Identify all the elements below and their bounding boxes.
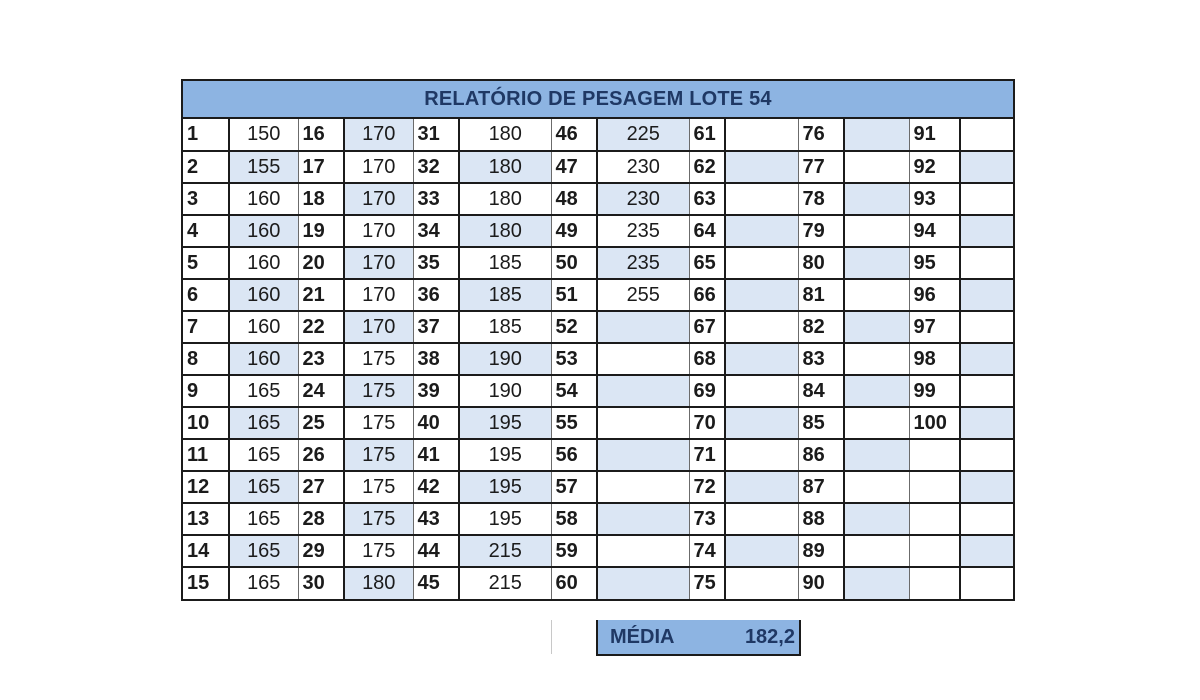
item-number-cell: 55 — [551, 407, 597, 439]
item-number-cell: 31 — [413, 119, 459, 151]
weight-value-cell: 165 — [229, 407, 298, 439]
weight-value-cell: 195 — [459, 471, 551, 503]
item-number-cell: 20 — [298, 247, 344, 279]
weight-value-cell — [597, 311, 689, 343]
item-number-cell: 23 — [298, 343, 344, 375]
item-number-cell: 68 — [689, 343, 725, 375]
weight-value-cell: 175 — [344, 471, 413, 503]
item-number-cell: 97 — [909, 311, 960, 343]
weight-value-cell — [725, 247, 798, 279]
item-number-cell: 47 — [551, 151, 597, 183]
weight-value-cell: 195 — [459, 439, 551, 471]
item-number-cell: 36 — [413, 279, 459, 311]
item-number-cell: 67 — [689, 311, 725, 343]
item-number-cell: 85 — [798, 407, 844, 439]
weight-value-cell: 175 — [344, 439, 413, 471]
item-number-cell: 74 — [689, 535, 725, 567]
weight-value-cell — [844, 471, 909, 503]
item-number-cell: 43 — [413, 503, 459, 535]
item-number-cell: 37 — [413, 311, 459, 343]
weight-value-cell: 170 — [344, 311, 413, 343]
weights-table — [183, 119, 1013, 599]
weight-value-cell: 255 — [597, 279, 689, 311]
item-number-cell: 25 — [298, 407, 344, 439]
item-number-cell: 4 — [183, 215, 229, 247]
item-number-cell: 19 — [298, 215, 344, 247]
weight-value-cell — [844, 407, 909, 439]
weight-value-cell: 165 — [229, 439, 298, 471]
item-number-cell: 27 — [298, 471, 344, 503]
item-number-cell: 86 — [798, 439, 844, 471]
weight-value-cell: 180 — [459, 183, 551, 215]
item-number-cell: 26 — [298, 439, 344, 471]
item-number-cell: 14 — [183, 535, 229, 567]
average-box — [596, 620, 801, 656]
weight-value-cell: 175 — [344, 343, 413, 375]
item-number-cell: 9 — [183, 375, 229, 407]
item-number-cell: 87 — [798, 471, 844, 503]
weight-value-cell: 185 — [459, 311, 551, 343]
weight-value-cell — [844, 503, 909, 535]
item-number-cell: 61 — [689, 119, 725, 151]
weight-value-cell — [844, 343, 909, 375]
weight-value-cell — [597, 535, 689, 567]
weight-value-cell: 225 — [597, 119, 689, 151]
item-number-cell: 63 — [689, 183, 725, 215]
item-number-cell: 54 — [551, 375, 597, 407]
item-number-cell: 32 — [413, 151, 459, 183]
item-number-cell: 78 — [798, 183, 844, 215]
item-number-cell: 41 — [413, 439, 459, 471]
weight-value-cell — [844, 215, 909, 247]
weight-value-cell — [960, 215, 1013, 247]
weight-value-cell — [960, 407, 1013, 439]
item-number-cell: 1 — [183, 119, 229, 151]
weight-value-cell: 195 — [459, 407, 551, 439]
weight-value-cell — [844, 535, 909, 567]
item-number-cell: 24 — [298, 375, 344, 407]
weight-value-cell — [960, 279, 1013, 311]
item-number-cell: 93 — [909, 183, 960, 215]
item-number-cell: 96 — [909, 279, 960, 311]
item-number-cell: 94 — [909, 215, 960, 247]
item-number-cell: 6 — [183, 279, 229, 311]
table-row — [183, 247, 1013, 279]
item-number-cell: 100 — [909, 407, 960, 439]
item-number-cell: 5 — [183, 247, 229, 279]
item-number-cell — [909, 471, 960, 503]
weight-value-cell: 170 — [344, 119, 413, 151]
weight-value-cell — [597, 343, 689, 375]
weight-value-cell: 170 — [344, 215, 413, 247]
weight-value-cell: 180 — [459, 215, 551, 247]
item-number-cell: 39 — [413, 375, 459, 407]
item-number-cell — [909, 535, 960, 567]
weight-value-cell — [844, 375, 909, 407]
weight-value-cell — [960, 311, 1013, 343]
item-number-cell: 64 — [689, 215, 725, 247]
item-number-cell: 99 — [909, 375, 960, 407]
item-number-cell: 58 — [551, 503, 597, 535]
item-number-cell: 92 — [909, 151, 960, 183]
weight-value-cell: 215 — [459, 567, 551, 599]
item-number-cell: 72 — [689, 471, 725, 503]
weight-value-cell: 160 — [229, 247, 298, 279]
item-number-cell: 69 — [689, 375, 725, 407]
item-number-cell: 75 — [689, 567, 725, 599]
item-number-cell: 16 — [298, 119, 344, 151]
table-row — [183, 215, 1013, 247]
weight-value-cell — [844, 183, 909, 215]
weight-value-cell: 215 — [459, 535, 551, 567]
weight-value-cell: 160 — [229, 215, 298, 247]
item-number-cell: 76 — [798, 119, 844, 151]
item-number-cell: 60 — [551, 567, 597, 599]
item-number-cell — [909, 503, 960, 535]
weight-value-cell — [725, 567, 798, 599]
weighing-report-sheet — [181, 79, 1015, 601]
weight-value-cell — [725, 343, 798, 375]
weight-value-cell: 185 — [459, 247, 551, 279]
item-number-cell: 62 — [689, 151, 725, 183]
weight-value-cell: 160 — [229, 183, 298, 215]
weight-value-cell — [725, 471, 798, 503]
item-number-cell: 71 — [689, 439, 725, 471]
item-number-cell: 3 — [183, 183, 229, 215]
item-number-cell: 18 — [298, 183, 344, 215]
item-number-cell: 65 — [689, 247, 725, 279]
weight-value-cell — [844, 247, 909, 279]
item-number-cell: 98 — [909, 343, 960, 375]
table-row — [183, 343, 1013, 375]
weight-value-cell — [960, 503, 1013, 535]
item-number-cell: 52 — [551, 311, 597, 343]
weight-value-cell — [725, 151, 798, 183]
weight-value-cell — [725, 407, 798, 439]
item-number-cell: 90 — [798, 567, 844, 599]
weight-value-cell: 180 — [344, 567, 413, 599]
item-number-cell: 42 — [413, 471, 459, 503]
weight-value-cell: 175 — [344, 535, 413, 567]
column-guide-line — [551, 620, 552, 654]
weight-value-cell — [844, 567, 909, 599]
weight-value-cell — [960, 375, 1013, 407]
weight-value-cell — [960, 535, 1013, 567]
item-number-cell: 95 — [909, 247, 960, 279]
weight-value-cell — [725, 311, 798, 343]
weight-value-cell: 160 — [229, 279, 298, 311]
item-number-cell: 50 — [551, 247, 597, 279]
weight-value-cell — [725, 535, 798, 567]
item-number-cell: 53 — [551, 343, 597, 375]
weight-value-cell: 185 — [459, 279, 551, 311]
item-number-cell: 89 — [798, 535, 844, 567]
weight-value-cell: 195 — [459, 503, 551, 535]
weight-value-cell: 165 — [229, 503, 298, 535]
item-number-cell: 79 — [798, 215, 844, 247]
item-number-cell: 29 — [298, 535, 344, 567]
average-value: 182,2 — [744, 625, 795, 648]
weight-value-cell: 180 — [459, 119, 551, 151]
weight-value-cell: 235 — [597, 247, 689, 279]
item-number-cell: 56 — [551, 439, 597, 471]
weight-value-cell: 235 — [597, 215, 689, 247]
table-row — [183, 119, 1013, 151]
item-number-cell: 21 — [298, 279, 344, 311]
weight-value-cell — [844, 439, 909, 471]
table-row — [183, 439, 1013, 471]
weight-value-cell: 230 — [597, 151, 689, 183]
item-number-cell: 7 — [183, 311, 229, 343]
item-number-cell: 17 — [298, 151, 344, 183]
weight-value-cell: 165 — [229, 535, 298, 567]
weight-value-cell: 165 — [229, 375, 298, 407]
weight-value-cell: 160 — [229, 343, 298, 375]
item-number-cell: 13 — [183, 503, 229, 535]
weight-value-cell — [725, 503, 798, 535]
item-number-cell: 45 — [413, 567, 459, 599]
item-number-cell: 46 — [551, 119, 597, 151]
table-row — [183, 535, 1013, 567]
weight-value-cell: 175 — [344, 503, 413, 535]
weight-value-cell — [725, 279, 798, 311]
table-row — [183, 471, 1013, 503]
weight-value-cell: 170 — [344, 151, 413, 183]
item-number-cell: 10 — [183, 407, 229, 439]
report-title: RELATÓRIO DE PESAGEM LOTE 54 — [183, 81, 1013, 119]
item-number-cell: 66 — [689, 279, 725, 311]
weight-value-cell — [844, 279, 909, 311]
weight-value-cell — [725, 215, 798, 247]
weight-value-cell: 165 — [229, 471, 298, 503]
weight-value-cell — [960, 471, 1013, 503]
weight-value-cell — [960, 567, 1013, 599]
average-label: MÉDIA — [610, 625, 675, 648]
table-row — [183, 183, 1013, 215]
item-number-cell: 80 — [798, 247, 844, 279]
weight-value-cell — [844, 151, 909, 183]
item-number-cell: 51 — [551, 279, 597, 311]
weight-value-cell — [725, 119, 798, 151]
weight-value-cell — [960, 247, 1013, 279]
item-number-cell — [909, 567, 960, 599]
item-number-cell: 57 — [551, 471, 597, 503]
table-row — [183, 311, 1013, 343]
weight-value-cell — [960, 439, 1013, 471]
item-number-cell: 73 — [689, 503, 725, 535]
weight-value-cell: 175 — [344, 407, 413, 439]
table-row — [183, 279, 1013, 311]
weight-value-cell: 160 — [229, 311, 298, 343]
item-number-cell: 15 — [183, 567, 229, 599]
item-number-cell: 84 — [798, 375, 844, 407]
weight-value-cell: 170 — [344, 183, 413, 215]
weight-value-cell — [597, 567, 689, 599]
item-number-cell: 70 — [689, 407, 725, 439]
weight-value-cell: 170 — [344, 279, 413, 311]
item-number-cell — [909, 439, 960, 471]
weight-value-cell — [597, 375, 689, 407]
table-row — [183, 151, 1013, 183]
item-number-cell: 8 — [183, 343, 229, 375]
weight-value-cell — [725, 439, 798, 471]
item-number-cell: 33 — [413, 183, 459, 215]
weight-value-cell — [725, 183, 798, 215]
weight-value-cell — [844, 119, 909, 151]
weight-value-cell: 175 — [344, 375, 413, 407]
weight-value-cell — [597, 439, 689, 471]
weight-value-cell — [960, 183, 1013, 215]
item-number-cell: 22 — [298, 311, 344, 343]
table-row — [183, 375, 1013, 407]
weight-value-cell — [597, 407, 689, 439]
item-number-cell: 12 — [183, 471, 229, 503]
item-number-cell: 11 — [183, 439, 229, 471]
item-number-cell: 2 — [183, 151, 229, 183]
weight-value-cell — [960, 343, 1013, 375]
item-number-cell: 77 — [798, 151, 844, 183]
item-number-cell: 49 — [551, 215, 597, 247]
weight-value-cell: 230 — [597, 183, 689, 215]
weight-value-cell: 150 — [229, 119, 298, 151]
item-number-cell: 28 — [298, 503, 344, 535]
item-number-cell: 40 — [413, 407, 459, 439]
item-number-cell: 34 — [413, 215, 459, 247]
weight-value-cell: 155 — [229, 151, 298, 183]
weight-value-cell: 165 — [229, 567, 298, 599]
weight-value-cell: 190 — [459, 343, 551, 375]
item-number-cell: 35 — [413, 247, 459, 279]
item-number-cell: 48 — [551, 183, 597, 215]
table-row — [183, 567, 1013, 599]
item-number-cell: 83 — [798, 343, 844, 375]
weight-value-cell — [597, 471, 689, 503]
item-number-cell: 82 — [798, 311, 844, 343]
item-number-cell: 81 — [798, 279, 844, 311]
weight-value-cell: 190 — [459, 375, 551, 407]
weight-value-cell — [597, 503, 689, 535]
table-row — [183, 407, 1013, 439]
weight-value-cell — [960, 119, 1013, 151]
item-number-cell: 38 — [413, 343, 459, 375]
weight-value-cell: 180 — [459, 151, 551, 183]
item-number-cell: 88 — [798, 503, 844, 535]
weight-value-cell — [844, 311, 909, 343]
table-row — [183, 503, 1013, 535]
item-number-cell: 44 — [413, 535, 459, 567]
weights-table-body — [183, 119, 1013, 599]
weight-value-cell: 170 — [344, 247, 413, 279]
weight-value-cell — [960, 151, 1013, 183]
weight-value-cell — [725, 375, 798, 407]
item-number-cell: 91 — [909, 119, 960, 151]
item-number-cell: 30 — [298, 567, 344, 599]
item-number-cell: 59 — [551, 535, 597, 567]
